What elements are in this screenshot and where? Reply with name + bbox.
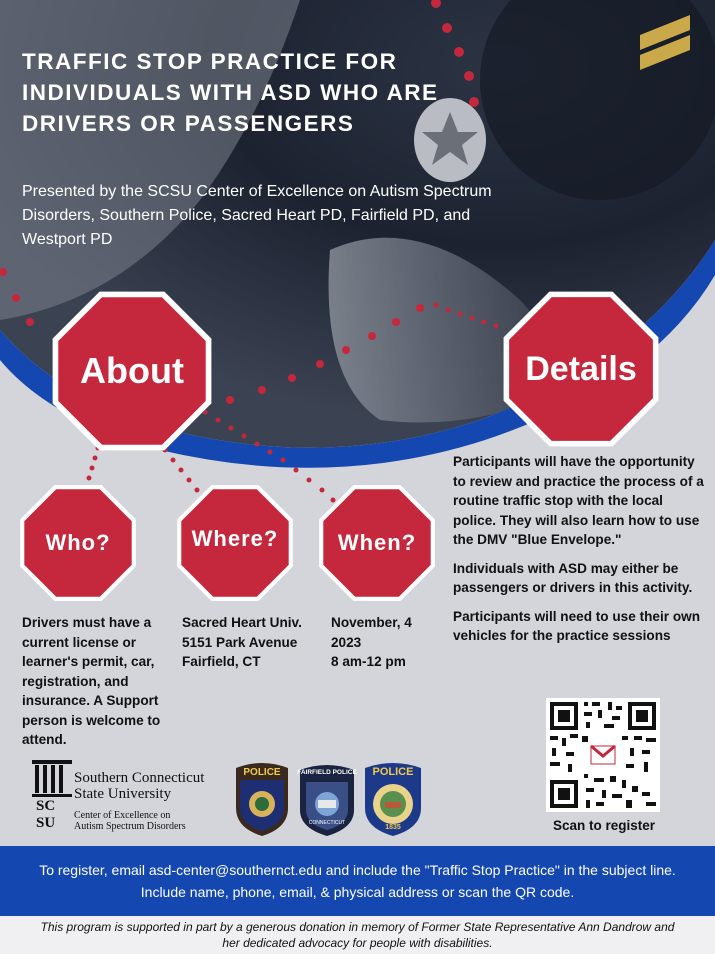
- about-label: About: [80, 350, 184, 391]
- logo-name: [74, 770, 204, 802]
- logo-center: [74, 810, 186, 832]
- police-badge-westport: [361, 762, 425, 838]
- logo-line: Southern Connecticut: [74, 770, 205, 786]
- police-badge-southern: [232, 762, 292, 838]
- page-subtitle: Presented by the SCSU Center of Excellence on Autism Spectrum Disorders, Southern Police, Sacred Heart PD, Fairfield PD, and Westport PD: [22, 183, 492, 248]
- badge-top-text: FAIRFIELD POLICE: [297, 769, 357, 776]
- logo-monogram-bottom: SU: [36, 815, 56, 831]
- qr-code[interactable]: [546, 698, 660, 812]
- scan-label: Scan to register: [552, 818, 656, 833]
- footer: [0, 916, 715, 954]
- where-sign: [176, 484, 294, 602]
- register-text: To register, email asd-center@southernct.edu and include the "Traffic Stop Practice" in the subject line. Include name, phone, email, & physical address or scan the QR code.: [39, 862, 676, 900]
- when-line: 2023: [331, 634, 362, 650]
- who-label: Who?: [45, 530, 111, 555]
- police-badge-fairfield: [296, 762, 358, 838]
- who-text: Drivers must have a current license or learner's permit, car, registration, and insurance. A Support person is welcome to attend.: [22, 615, 161, 747]
- details-text: [453, 452, 705, 655]
- about-sign: [51, 290, 213, 452]
- logo-line: Center of Excellence on: [74, 810, 171, 821]
- where-line: Sacred Heart Univ.: [182, 615, 302, 630]
- details-paragraph: Individuals with ASD may either be passengers or drivers in this activity.: [453, 560, 693, 595]
- details-paragraph: Participants will have the opportunity to review and practice the process of a routine traffic stop with the local police. They will also learn how to use the DMV "Blue Envelope.": [453, 454, 704, 547]
- logo-line: State University: [74, 786, 172, 802]
- badge-bottom-text: 1835: [385, 824, 401, 831]
- register-bar: [0, 846, 715, 916]
- when-line: 8 am-12 pm: [331, 654, 406, 669]
- where-line: Fairfield, CT: [182, 654, 261, 669]
- qr-code-icon: [546, 698, 660, 812]
- scsu-logo: [30, 760, 230, 840]
- who-sign: [19, 484, 137, 602]
- where-text: [182, 613, 322, 672]
- details-paragraph: Participants will need to use their own vehicles for the practice sessions: [453, 608, 700, 643]
- when-label: When?: [337, 530, 417, 555]
- details-label: Details: [525, 349, 637, 388]
- logo-monogram-top: SC: [36, 798, 56, 814]
- badge-top-text: POLICE: [372, 766, 414, 778]
- when-text: [331, 613, 441, 672]
- details-sign: [502, 290, 660, 448]
- logo-line: Autism Spectrum Disorders: [74, 821, 186, 832]
- footer-text: This program is supported in part by a generous donation in memory of Former State Representative Ann Dandrow and her dedicated advocacy for people with disabilities.: [40, 920, 675, 950]
- when-line: November, 4: [331, 615, 412, 630]
- logo-monogram: [36, 798, 55, 832]
- where-line: 5151 Park Avenue: [182, 634, 298, 650]
- page-title: TRAFFIC STOP PRACTICE FOR INDIVIDUALS WITH ASD WHO ARE DRIVERS OR PASSENGERS: [22, 49, 439, 136]
- where-label: Where?: [191, 526, 279, 551]
- badge-bottom-text: CONNECTICUT: [308, 820, 346, 826]
- when-sign: [318, 484, 436, 602]
- badge-top-text: POLICE: [243, 767, 281, 778]
